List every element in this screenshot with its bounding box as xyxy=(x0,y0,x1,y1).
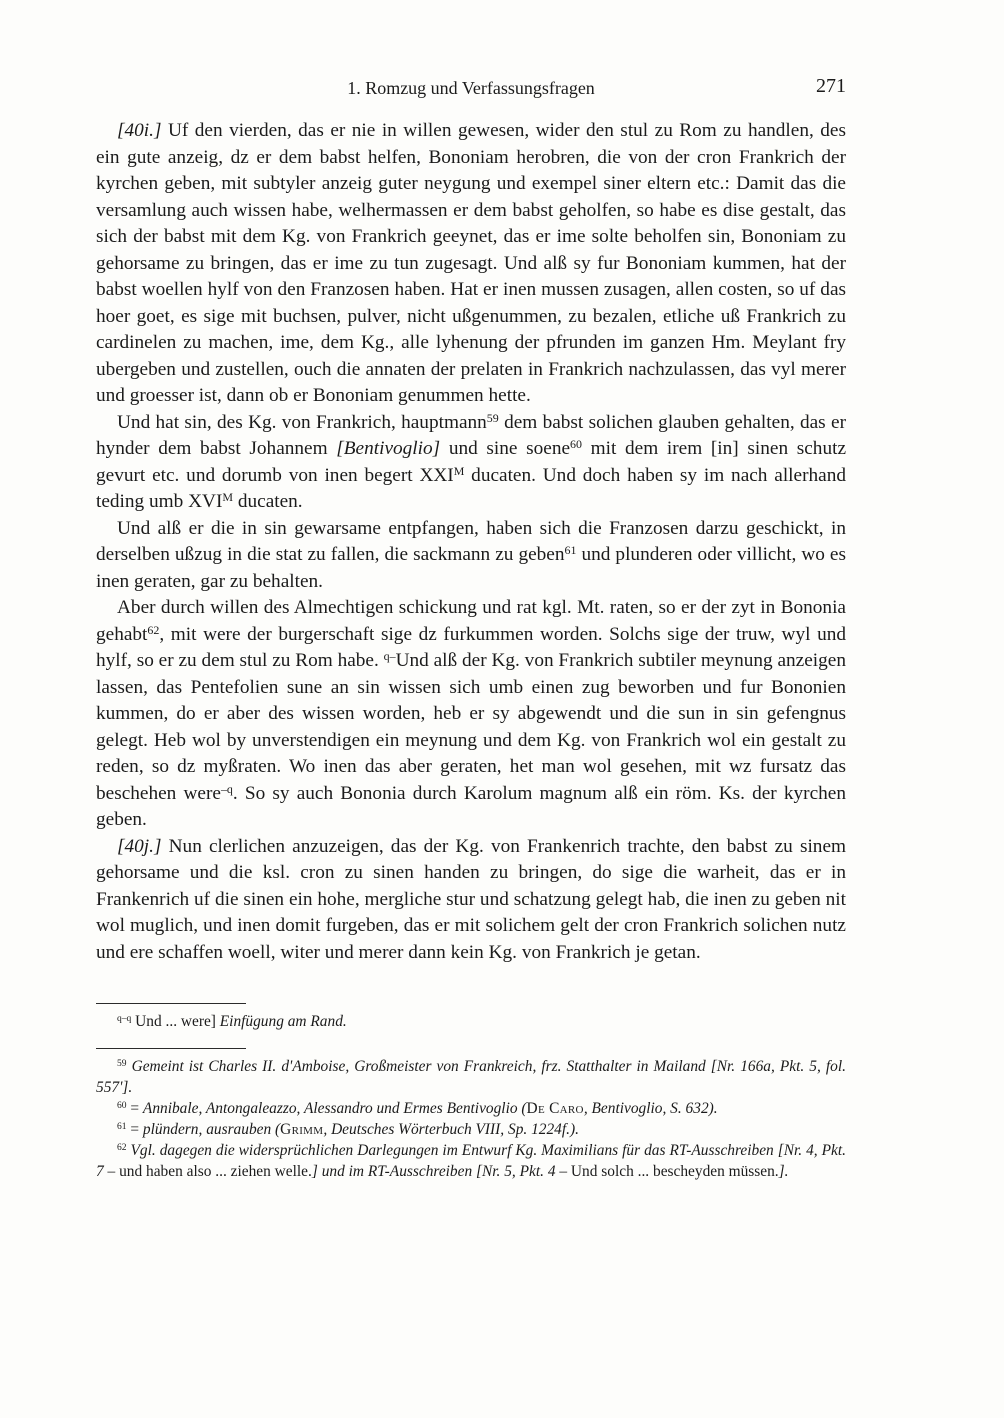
body-text xyxy=(96,118,846,966)
text-run: Einfügung am Rand. xyxy=(219,1013,347,1030)
note-marker: q–q xyxy=(117,1013,132,1025)
text-run: Grimm xyxy=(280,1121,324,1138)
text-run: – und haben also ... ziehen welle. xyxy=(103,1163,312,1180)
note-marker: 60 xyxy=(117,1100,127,1112)
text-run: und sine soene xyxy=(440,438,571,459)
text-run: Gemeint ist Charles II. d'Amboise, Großmeister von Frankreich, frz. Statthalter in Mailand [Nr. 166a, Pkt. 5, fol. 557']. xyxy=(96,1058,846,1096)
note-marker: –q xyxy=(220,781,233,796)
text-run: Und alß der Kg. von Frankrich subtiler meynung anzeigen lassen, das Pentefolien sune an sin wissen sich umb einen zug beworben und fur Bononien kummen, do er aber des wissen worden, heb er sy abgewendt und die sun in sin gefengnus gelegt. Heb wol by unverstendigen ein meynung und dem Kg. von Frankrich wol ein gestalt zu reden, so dz myßraten. Wo inen das aber geraten, het man wol gesehen, mit wz fursatz das beschehen were xyxy=(96,650,846,804)
apparatus-note xyxy=(96,1011,846,1032)
text-run: , xyxy=(583,1100,592,1117)
note-marker: 59 xyxy=(117,1058,127,1070)
text-run: [40j.] xyxy=(117,835,169,857)
text-run: Und alß er die in sin gewarsame entpfangen, haben sich die Franzosen darzu geschickt, in derselben ußzug in die stat zu fallen, die sackmann zu geben xyxy=(96,517,846,565)
text-run: ducaten. xyxy=(233,491,303,512)
footnote xyxy=(96,1140,846,1182)
text-run: Vgl. dagegen die widersprüchlichen Darlegungen im Entwurf Kg. Maximilians für das RT-Ausschreiben [Nr. 4, Pkt. 7 xyxy=(96,1142,846,1180)
text-run: [40i.] xyxy=(117,120,168,141)
text-run: , xyxy=(323,1121,332,1138)
text-run: Und hat sin, des Kg. von Frankrich, hauptmann xyxy=(117,411,487,433)
body-paragraph xyxy=(96,834,846,967)
body-paragraph xyxy=(96,516,846,596)
footnote xyxy=(96,1119,846,1140)
footnote xyxy=(96,1056,846,1098)
apparatus-notes xyxy=(96,1011,846,1032)
footnotes-section xyxy=(96,1048,846,1182)
body-paragraph xyxy=(96,118,846,410)
text-run: Uf den vierden, das er nie in willen gewesen, wider den stul zu Rom zu handlen, des ein gute anzeig, dz er dem babst helfen, Bononiam herobren, die von der cron Frankrich der kyrchen geben, mit subtyler anzeig guter neygung und exempel siner eltern etc.: Damit das die versamlung auch wissen habe, welhermassen er dem babst geholfen, so habe es dise gestalt, das sich der babst mit dem Kg. von Frankrich geeynet, das er ime solte beholfen sin, Bononiam zu gehorsame zu bringen, das er ime zu tun zugesagt. Und alß sy fur Bononiam kummen, hat der babst woellen hylf von den Franzosen haben. Hat er inen mussen zusagen, allen costen, so uf das hoer goet, es sige mit buchsen, pulver, nicht ußgenummen, zu bezalen, etliche uß Frankrich zu cardinelen zu machen, ime, dem Kg., alle lyhenung der pfrunden im ganzen Hm. Meylant fry ubergeben und zustellen, ouch die annaten der prelaten in Frankrich nachzulassen, das vyl merer und groesser ist, dann ob er Bononiam genummen hette. xyxy=(96,120,846,406)
apparatus-rule xyxy=(96,1003,246,1004)
apparatus-section xyxy=(96,1003,846,1032)
note-marker: 59 xyxy=(486,410,499,425)
text-run: ( xyxy=(271,1121,281,1138)
text-run: Und ... were] xyxy=(131,1013,220,1030)
note-marker: 61 xyxy=(117,1121,127,1133)
footnotes-rule xyxy=(96,1048,246,1049)
text-run: Annibale, Antongaleazzo, Alessandro und Ermes Bentivoglio xyxy=(142,1100,518,1117)
text-run: Und solch ... bescheyden müssen. xyxy=(570,1163,779,1180)
note-marker: 60 xyxy=(570,437,582,452)
footnote xyxy=(96,1098,846,1119)
note-marker: 61 xyxy=(564,543,577,558)
text-run: De Caro xyxy=(526,1100,584,1117)
text-run: = xyxy=(126,1100,143,1117)
text-run: , mit were der burgerschaft sige dz furkummen worden. Solchs sige der truw, wyl und hylf, so er zu dem stul zu Rom habe. xyxy=(96,623,846,671)
text-run: [Bentivoglio] xyxy=(336,438,441,459)
text-run: Aber durch willen des Almechtigen schickung und rat kgl. Mt. raten, so er der zyt in Bononia gehabt xyxy=(96,597,846,645)
note-marker: q– xyxy=(383,649,396,664)
text-run: – xyxy=(555,1163,571,1180)
note-marker: 62 xyxy=(117,1142,127,1154)
text-run: ). xyxy=(708,1100,718,1117)
text-run: plündern, ausrauben xyxy=(142,1121,272,1138)
text-run: dem babst solichen glauben gehalten, das er hynder dem babst Johannem xyxy=(96,411,846,459)
footnote-list xyxy=(96,1056,846,1182)
note-marker: 62 xyxy=(147,622,160,637)
text-run: Deutsches Wörterbuch VIII, Sp. 1224f. xyxy=(331,1121,570,1138)
text-run: und im RT-Ausschreiben [Nr. 5, Pkt. 4 xyxy=(321,1163,556,1180)
text-run: ). xyxy=(570,1121,579,1138)
body-paragraph xyxy=(96,410,846,516)
running-title: 1. Romzug und Verfassungsfragen xyxy=(347,78,595,98)
note-marker: M xyxy=(453,463,465,478)
text-run: . So sy auch Bononia durch Karolum magnum alß ein röm. Ks. der kyrchen geben. xyxy=(96,782,846,830)
page-header xyxy=(96,76,846,100)
text-run: Nun clerlichen anzuzeigen, das der Kg. von Frankenrich trachte, den babst zu sinem gehorsame und die ksl. cron zu sinen handen zu bringen, do sige die warheit, das er in Frankenrich uf die sinen ein hohe, mergliche stur und schatzung gelegt hab, die inen zu geben nit wol muglich, und inen domit furgeben, das er mit solichem gelt der cron Frankrich solichen nutz und ere schaffen woell, witer und merer dann kein Kg. von Frankrich je getan. xyxy=(96,835,846,963)
text-run: = xyxy=(126,1121,143,1138)
text-run: und plunderen oder villicht, wo es inen geraten, gar zu behalten. xyxy=(96,544,846,592)
text-run: ]. xyxy=(778,1163,789,1180)
text-run: mit dem irem [in] sinen schutz gevurt etc. und dorumb von inen begert XXI xyxy=(96,438,847,486)
body-paragraph xyxy=(96,595,846,834)
text-run: ( xyxy=(517,1100,527,1117)
text-run: Bentivoglio, S. 632 xyxy=(591,1100,709,1117)
page-number: 271 xyxy=(816,75,846,97)
note-marker: M xyxy=(222,490,234,505)
text-run: ] xyxy=(311,1163,322,1180)
text-run: ducaten. Und doch haben sy im nach allerhand teding umb XVI xyxy=(96,464,846,512)
